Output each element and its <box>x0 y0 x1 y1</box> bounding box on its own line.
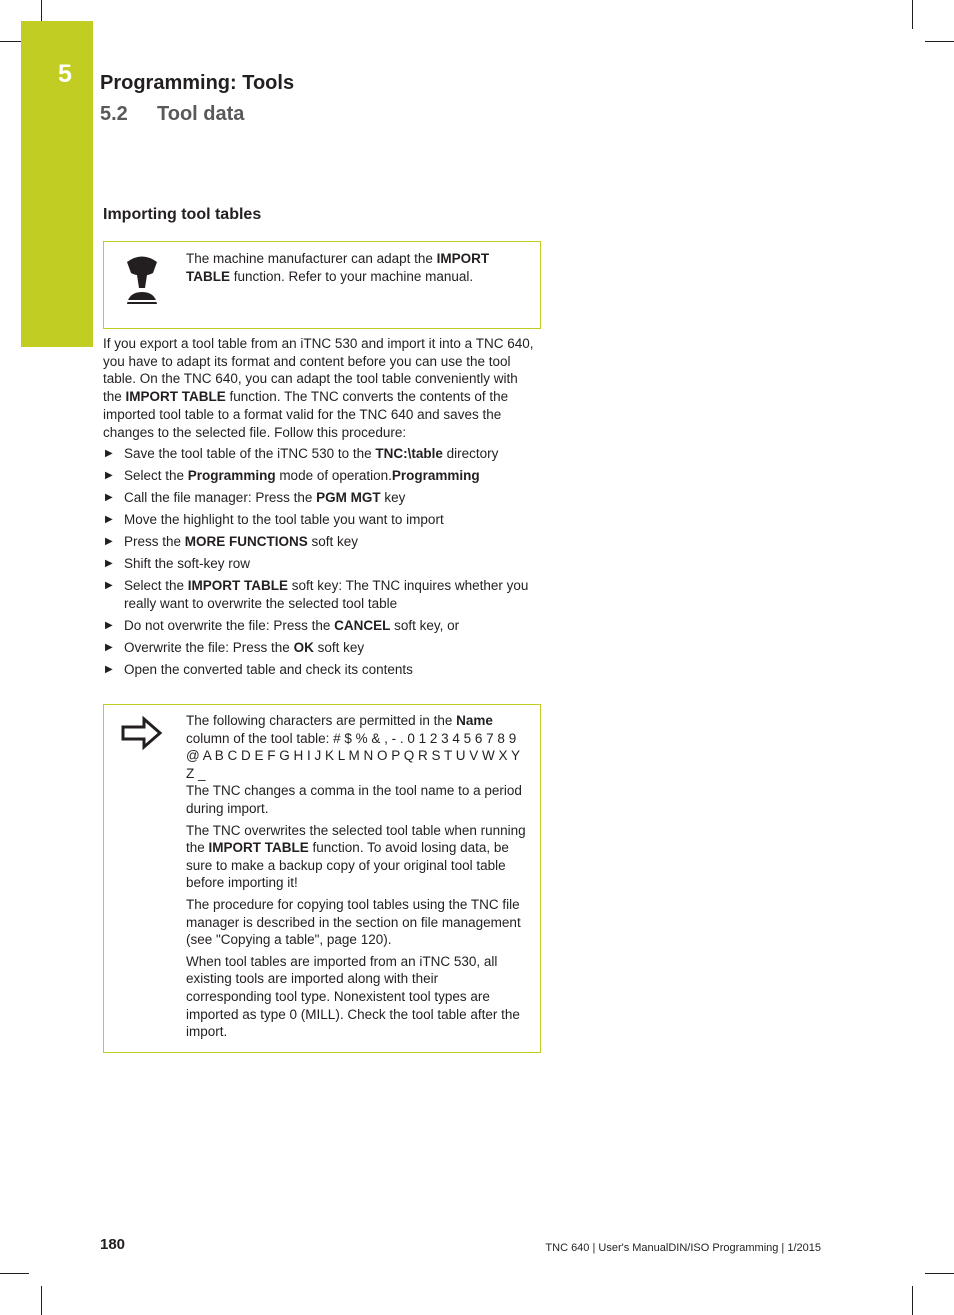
manufacturer-note-text: The machine manufacturer can adapt the IMPORT TABLE function. Refer to your machine manual. <box>186 251 490 284</box>
manufacturer-note <box>103 241 541 329</box>
page-number: 180 <box>100 1236 126 1253</box>
crop-mark <box>0 1273 29 1274</box>
chapter-tab <box>21 21 93 347</box>
note-paragraph: The following characters are permitted in the Name column of the tool table: # $ % & , - . 0 1 2 3 4 5 6 7 8 9 @ A B C D E F G H I J K L M N O P Q R S T U V W X Y Z _ The TNC changes a comma in the tool name to a period during import. <box>186 713 522 816</box>
crop-mark <box>925 41 954 42</box>
note-paragraph: The TNC overwrites the selected tool table when running the IMPORT TABLE function. To avoid losing data, be sure to make a backup copy of your original tool table before importing it! <box>186 822 526 891</box>
crop-mark <box>912 1286 913 1315</box>
crop-mark <box>41 0 42 21</box>
list-item: ▶ Overwrite the file: Press the OK soft key <box>105 639 365 655</box>
list-item: ▶ Move the highlight to the tool table you want to import <box>105 512 444 528</box>
subheading: Importing tool tables <box>103 206 262 223</box>
body-text <box>103 335 539 683</box>
triangle-bullet-icon: ▶ <box>105 514 113 526</box>
info-note-text <box>186 712 526 1045</box>
list-item: ▶ Do not overwrite the file: Press the CANCEL soft key, or <box>105 617 460 633</box>
list-item: ▶ Call the file manager: Press the PGM MGT key <box>105 490 406 506</box>
triangle-bullet-icon: ▶ <box>105 448 113 460</box>
note-paragraph: When tool tables are imported from an iTNC 530, all existing tools are imported along with their corresponding tool type. Nonexistent tool types are imported as type 0 (MILL). Check the tool table after the import. <box>186 953 520 1040</box>
list-item: ▶ Save the tool table of the iTNC 530 to the TNC:\table directory <box>105 446 499 462</box>
triangle-bullet-icon: ▶ <box>105 580 113 592</box>
section-heading <box>100 103 244 126</box>
info-note <box>103 704 541 1053</box>
triangle-bullet-icon: ▶ <box>105 536 113 548</box>
chapter-number: 5 <box>58 60 72 88</box>
list-item: ▶ Select the Programming mode of operation.Programming <box>105 468 480 484</box>
list-item: ▶ Select the IMPORT TABLE soft key: The TNC inquires whether you really want to overwrite the selected tool table <box>105 578 529 611</box>
crop-mark <box>0 41 21 42</box>
section-number: 5.2 <box>100 103 128 125</box>
triangle-bullet-icon: ▶ <box>105 492 113 504</box>
machine-manufacturer-icon <box>120 254 164 306</box>
triangle-bullet-icon: ▶ <box>105 663 113 675</box>
note-paragraph: The procedure for copying tool tables using the TNC file manager is described in the section on file management (see "Copying a table", page 120). <box>186 896 521 948</box>
footer-text: TNC 640 | User's ManualDIN/ISO Programming | 1/2015 <box>545 1242 821 1254</box>
intro-paragraph: If you export a tool table from an iTNC 530 and import it into a TNC 640, you have to adapt its format and content before you can use the tool table. On the TNC 640, you can adapt the tool table conveniently with the IMPORT TABLE function. The TNC converts the contents of the imported tool table to a format valid for the TNC 640 and saves the changes to the selected file. Follow this procedure: <box>103 336 534 440</box>
list-item: ▶ Press the MORE FUNCTIONS soft key <box>105 534 359 550</box>
triangle-bullet-icon: ▶ <box>105 619 113 631</box>
procedure-steps <box>103 445 539 678</box>
arrow-right-icon <box>120 716 164 752</box>
section-title: Tool data <box>157 103 245 125</box>
list-item: ▶ Shift the soft-key row <box>105 556 251 572</box>
crop-mark <box>925 1273 954 1274</box>
triangle-bullet-icon: ▶ <box>105 558 113 570</box>
triangle-bullet-icon: ▶ <box>105 470 113 482</box>
crop-mark <box>41 1286 42 1315</box>
triangle-bullet-icon: ▶ <box>105 641 113 653</box>
list-item: ▶ Open the converted table and check its contents <box>105 661 413 677</box>
crop-mark <box>912 0 913 29</box>
chapter-title: Programming: Tools <box>100 72 295 94</box>
